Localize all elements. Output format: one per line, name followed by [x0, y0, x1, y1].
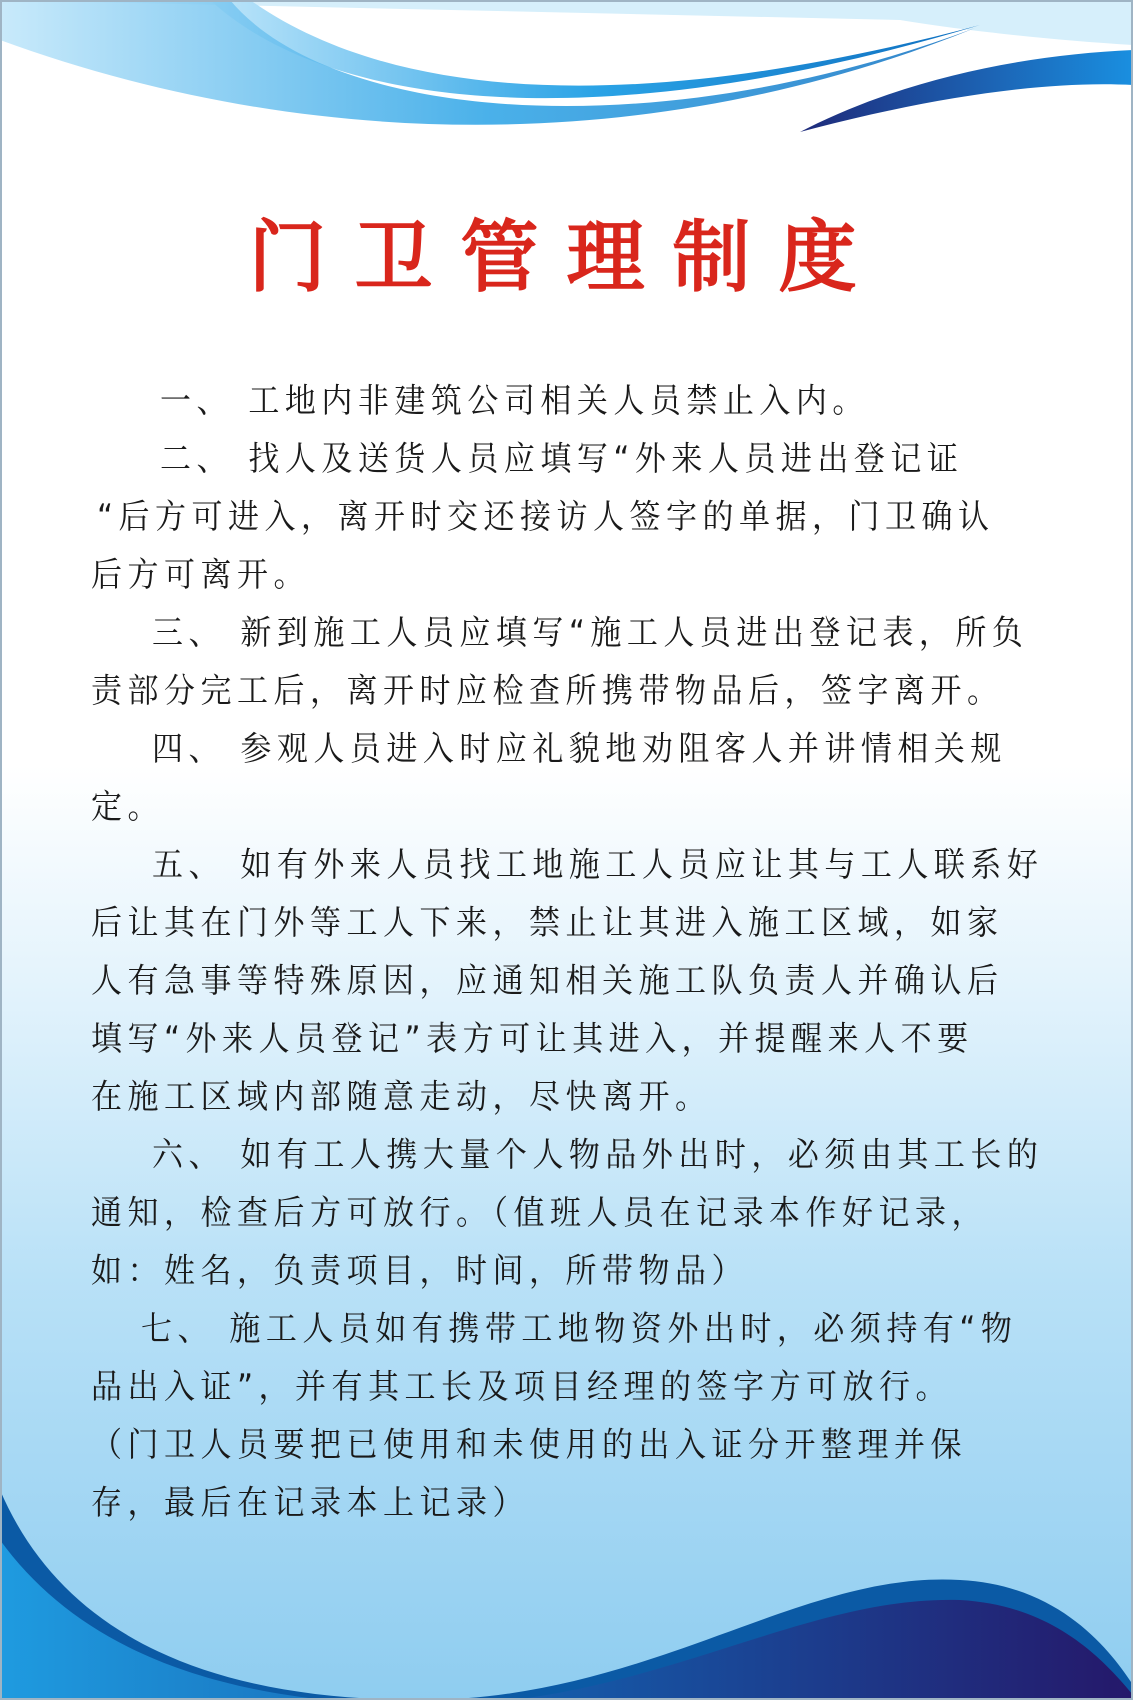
text-line: 一、 工地内非建筑公司相关人员禁止入内。	[160, 381, 869, 421]
text-line: 七、 施工人员如有携带工地物资外出时，必须持有“物	[141, 1309, 1018, 1349]
text-line: 品出入证”，并有其工长及项目经理的签字方可放行。	[91, 1367, 953, 1407]
page-title: 门卫管理制度	[248, 213, 885, 303]
rules-text	[91, 372, 1091, 1532]
text-line: 责部分完工后，离开时应检查所携带物品后，签字离开。	[91, 671, 1004, 711]
text-line: 后方可离开。	[91, 555, 310, 595]
text-line: 三、 新到施工人员应填写“施工人员进出登记表，所负	[152, 613, 1029, 653]
text-line: 六、 如有工人携大量个人物品外出时，必须由其工长的	[152, 1135, 1044, 1175]
text-line: 填写“外来人员登记”表方可让其进入，并提醒来人不要	[91, 1019, 974, 1059]
text-line: 如：姓名，负责项目，时间，所带物品）	[91, 1251, 748, 1291]
bottom-wave-decoration	[0, 1480, 1133, 1700]
text-line: “后方可进入，离开时交还接访人签字的单据，门卫确认	[97, 497, 995, 537]
text-line: 定。	[91, 787, 164, 827]
text-line: 四、 参观人员进入时应礼貌地劝阻客人并讲情相关规	[152, 729, 1007, 769]
text-line: 二、 找人及送货人员应填写“外来人员进出登记证	[160, 439, 964, 479]
text-line: （门卫人员要把已使用和未使用的出入证分开整理并保	[91, 1425, 967, 1465]
text-line: 五、 如有外来人员找工地施工人员应让其与工人联系好	[152, 845, 1044, 885]
text-line: 存，最后在记录本上记录）	[91, 1483, 529, 1523]
text-line: 人有急事等特殊原因，应通知相关施工队负责人并确认后	[91, 961, 1004, 1001]
text-line: 通知，检查后方可放行。（值班人员在记录本作好记录，	[91, 1193, 988, 1233]
text-line: 在施工区域内部随意走动，尽快离开。	[91, 1077, 712, 1117]
top-wave-decoration	[0, 0, 1133, 150]
text-line: 后让其在门外等工人下来，禁止让其进入施工区域，如家	[91, 903, 1004, 943]
